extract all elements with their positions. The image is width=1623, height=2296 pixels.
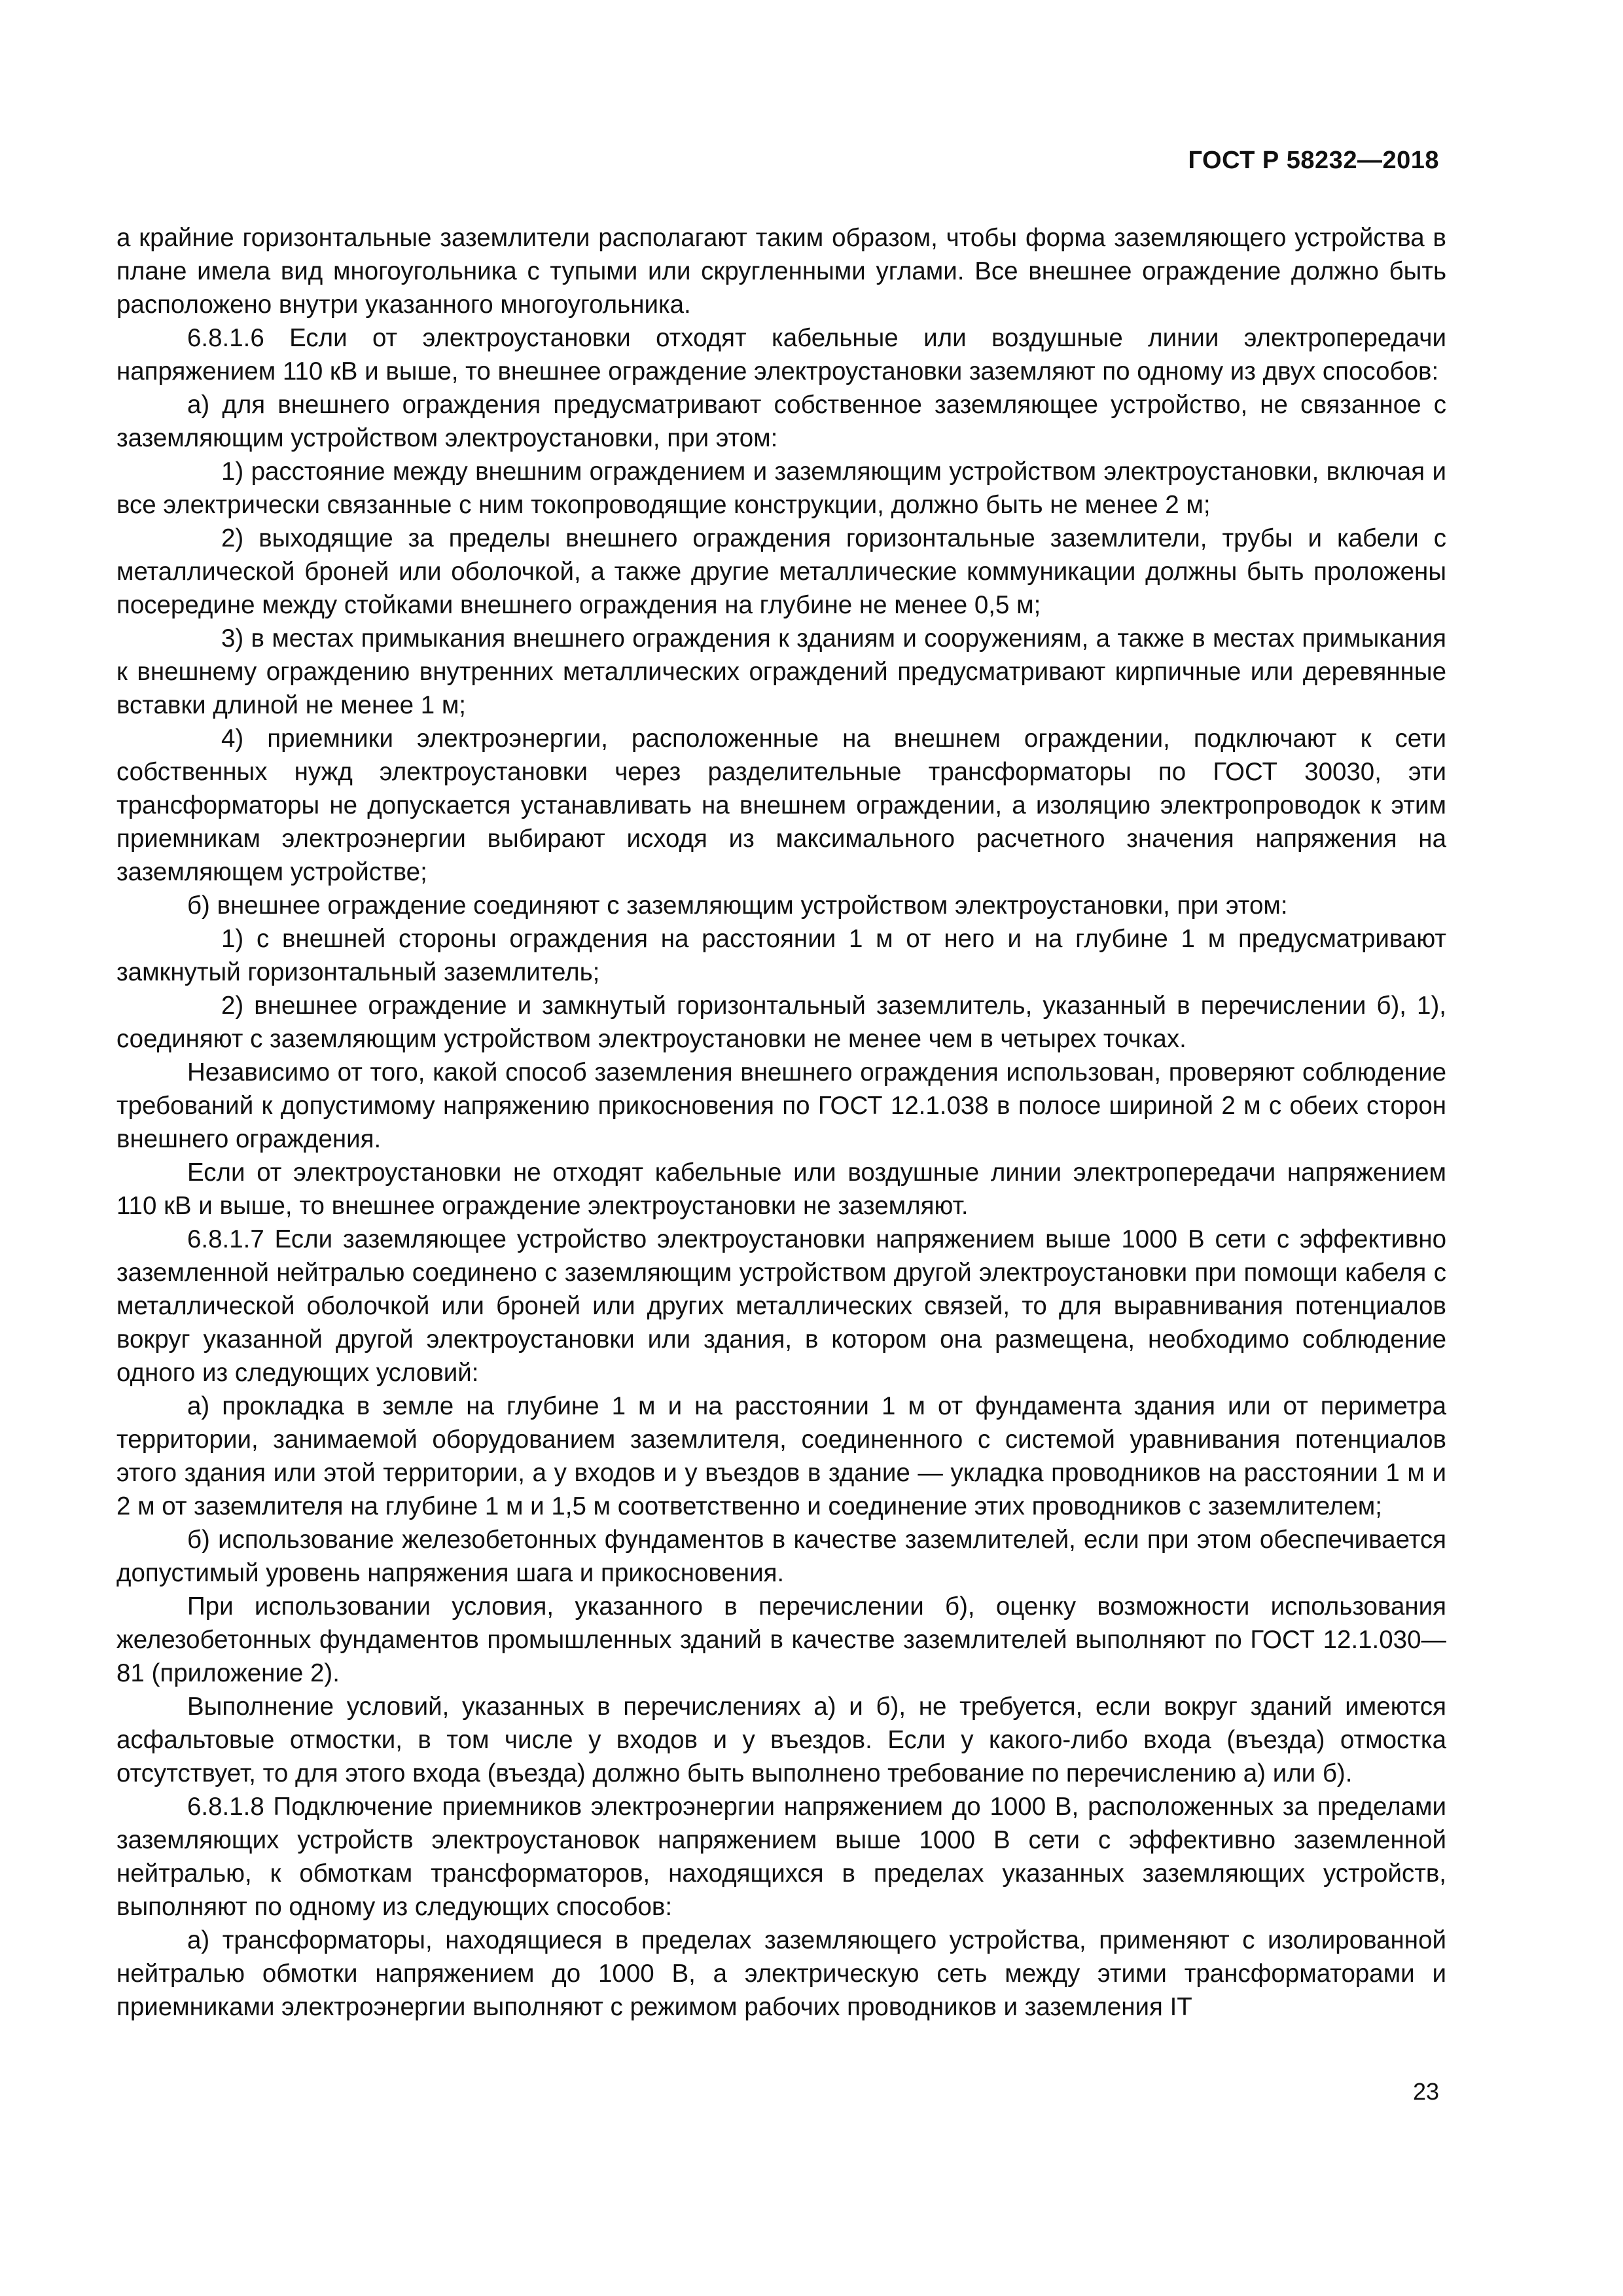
paragraph: а крайние горизонтальные заземлители располагают таким образом, чтобы форма заземляющего устройства в плане имела вид многоугольника с тупыми или скругленными углами. Все внешнее ограждение должно быть расположено внутри указанного многоугольника. — [116, 224, 1446, 319]
paragraph: 6.8.1.7 Если заземляющее устройство электроустановки напряжением выше 1000 В сети с эффективно заземленной нейтралью соединено с заземляющим устройством другой электроустановки при помощи кабеля с металлической оболочкой или броней или других металлических связей, то для выравнивания потенциалов вокруг указанной другой электроустановки или здания, в котором она размещена, необходимо соблюдение одного из следующих условий: — [116, 1225, 1446, 1387]
paragraph: При использовании условия, указанного в перечислении б), оценку возможности использования железобетонных фундаментов промышленных зданий в качестве заземлителей выполняют по ГОСТ 12.1.030—81 (приложение 2). — [116, 1592, 1446, 1687]
paragraph: Независимо от того, какой способ заземления внешнего ограждения использован, проверяют соблюдение требований к допустимому напряжению прикосновения по ГОСТ 12.1.038 в полосе шириной 2 м с обеих сторон внешнего ограждения. — [116, 1058, 1446, 1153]
paragraph: 6.8.1.6 Если от электроустановки отходят кабельные или воздушные линии электропередачи напряжением 110 кВ и выше, то внешнее ограждение электроустановки заземляют по одному из двух способов: — [116, 324, 1446, 386]
paragraph: а) для внешнего ограждения предусматривают собственное заземляющее устройство, не связанное с заземляющим устройством электроустановки, при этом: — [116, 391, 1446, 452]
paragraph: б) внешнее ограждение соединяют с заземляющим устройством электроустановки, при этом: — [187, 891, 1288, 920]
paragraph: б) использование железобетонных фундаментов в качестве заземлителей, если при этом обеспечивается допустимый уровень напряжения шага и прикосновения. — [116, 1526, 1446, 1587]
paragraph: 1) с внешней стороны ограждения на расстоянии 1 м от него и на глубине 1 м предусматривают замкнутый горизонтальный заземлитель; — [116, 925, 1446, 986]
paragraph: 1) расстояние между внешним ограждением и заземляющим устройством электроустановки, включая и все электрически связанные с ним токопроводящие конструкции, должно быть не менее 2 м; — [116, 457, 1446, 519]
paragraph: 3) в местах примыкания внешнего ограждения к зданиям и сооружениям, а также в местах примыкания к внешнему ограждению внутренних металлических ограждений предусматривают кирпичные или деревянные вставки длиной не менее 1 м; — [116, 624, 1446, 719]
paragraph: а) прокладка в земле на глубине 1 м и на расстоянии 1 м от фундамента здания или от периметра территории, занимаемой оборудованием заземлителя, соединенного с системой уравнивания потенциалов этого здания или этой территории, а у входов и у въездов в здание — укладка проводников на расстоянии 1 м и 2 м от заземлителя на глубине 1 м и 1,5 м соответственно и соединение этих проводников с заземлителем; — [116, 1392, 1446, 1520]
paragraph: Если от электроустановки не отходят кабельные или воздушные линии электропередачи напряжением 110 кВ и выше, то внешнее ограждение электроустановки не заземляют. — [116, 1158, 1446, 1220]
paragraph: 2) внешнее ограждение и замкнутый горизонтальный заземлитель, указанный в перечислении б), 1), соединяют с заземляющим устройством электроустановки не менее чем в четырех точках. — [116, 992, 1446, 1053]
document-body — [116, 221, 1446, 2024]
paragraph: а) трансформаторы, находящиеся в пределах заземляющего устройства, применяют с изолированной нейтралью обмотки напряжением до 1000 В, а электрическую сеть между этими трансформаторами и приемниками электроэнергии выполняют с режимом рабочих проводников и заземления IT — [116, 1926, 1446, 2021]
paragraph: 2) выходящие за пределы внешнего ограждения горизонтальные заземлители, трубы и кабели с металлической броней или оболочкой, а также другие металлические коммуникации должны быть проложены посередине между стойками внешнего ограждения на глубине не менее 0,5 м; — [116, 524, 1446, 619]
paragraph: 6.8.1.8 Подключение приемников электроэнергии напряжением до 1000 В, расположенных за пределами заземляющих устройств электроустановок напряжением выше 1000 В сети с эффективно заземленной нейтралью, к обмоткам трансформаторов, находящихся в пределах указанных заземляющих устройств, выполняют по одному из следующих способов: — [116, 1793, 1446, 1921]
standard-code-header: ГОСТ Р 58232—2018 — [1188, 147, 1439, 174]
paragraph: 4) приемники электроэнергии, расположенные на внешнем ограждении, подключают к сети собственных нужд электроустановки через разделительные трансформаторы по ГОСТ 30030, эти трансформаторы не допускается устанавливать на внешнем ограждении, а изоляцию электропроводок к этим приемникам электроэнергии выбирают исходя из максимального расчетного значения напряжения на заземляющем устройстве; — [116, 725, 1446, 886]
page-number: 23 — [1412, 2078, 1439, 2105]
paragraph: Выполнение условий, указанных в перечислениях а) и б), не требуется, если вокруг зданий имеются асфальтовые отмостки, в том числе у входов и у въездов. Если у какого-либо входа (въезда) отмостка отсутствует, то для этого входа (въезда) должно быть выполнено требование по перечислению а) или б). — [116, 1693, 1446, 1787]
